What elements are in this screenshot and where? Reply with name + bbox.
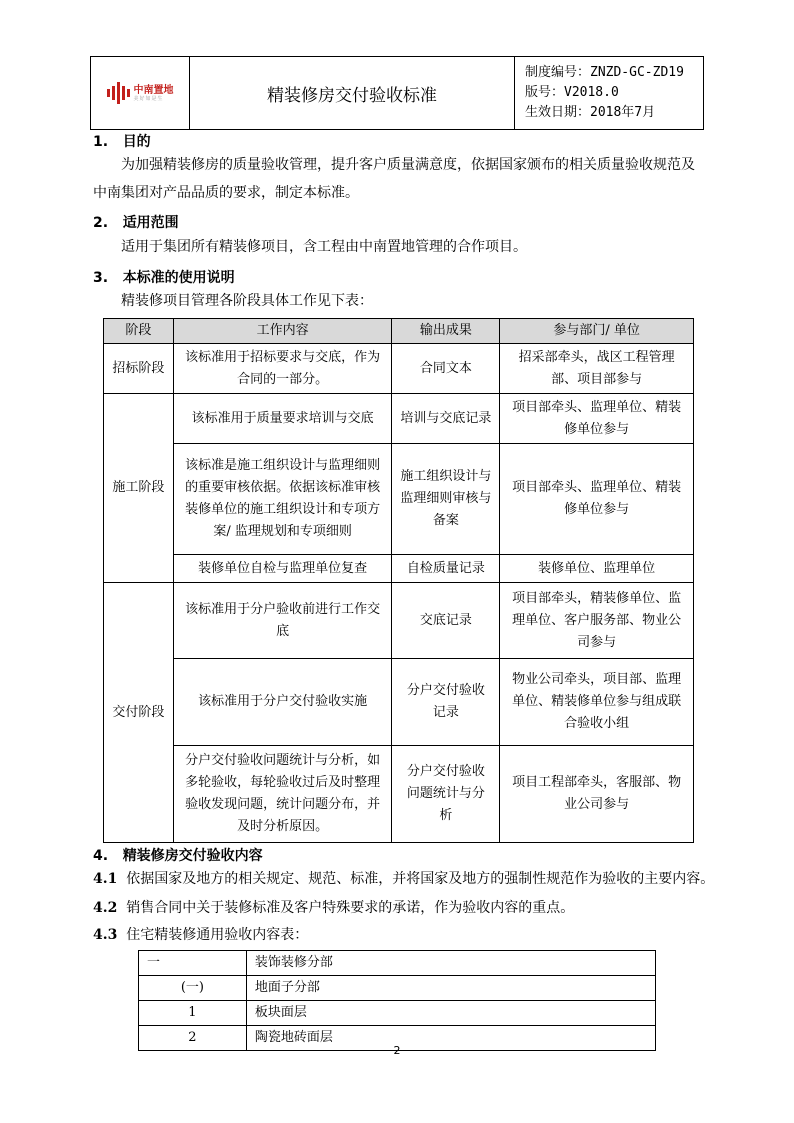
section-3-heading	[93, 267, 235, 287]
document-meta	[515, 57, 704, 130]
item-name-cell: 地面子分部	[246, 976, 655, 1001]
item-name-cell: 陶瓷地砖面层	[246, 1026, 655, 1051]
document-title: 精装修房交付验收标准	[190, 57, 515, 130]
section-1-heading	[93, 131, 151, 151]
stage-cell: 交付阶段	[104, 583, 174, 843]
clause-4-1	[93, 865, 714, 893]
output-cell: 合同文本	[392, 344, 500, 394]
section-number: 4.	[93, 848, 109, 864]
section-number: 3.	[93, 270, 109, 286]
table-row	[104, 555, 694, 583]
column-header: 工作内容	[173, 319, 392, 344]
work-content-cell: 装修单位自检与监理单位复查	[173, 555, 392, 583]
work-content-cell: 分户交付验收问题统计与分析，如多轮验收，每轮验收过后及时整理验收发现问题，统计问题分布，并及时分析原因。	[173, 746, 392, 843]
participants-cell: 招采部牵头，战区工程管理部、项目部参与	[500, 344, 694, 394]
table-row	[104, 344, 694, 394]
doc-number: 制度编号：ZNZD-GC-ZD19	[525, 65, 684, 80]
acceptance-content-table	[138, 950, 656, 1051]
table-row	[104, 583, 694, 659]
output-cell: 分户交付验收记录	[392, 659, 500, 746]
paragraph: 为加强精装修房的质量验收管理，提升客户质量满意度，依据国家颁布的相关质量验收规范及	[121, 157, 695, 173]
work-content-cell: 该标准是施工组织设计与监理细则的重要审核依据。依据该标准审核装修单位的施工组织设计和专项方案/ 监理规划和专项细则	[173, 444, 392, 555]
table-row	[104, 659, 694, 746]
logo-bars-icon	[107, 82, 130, 104]
item-name-cell: 装饰装修分部	[246, 951, 655, 976]
table-row	[104, 444, 694, 555]
participants-cell: 项目部牵头、监理单位、精装修单位参与	[500, 394, 694, 444]
section-4-heading	[93, 845, 263, 865]
work-content-cell: 该标准用于招标要求与交底，作为合同的一部分。	[173, 344, 392, 394]
logo-name: 中南置地	[133, 84, 174, 96]
participants-cell: 项目工程部牵头，客服部、物业公司参与	[500, 746, 694, 843]
paragraph: 精装修项目管理各阶段具体工作见下表：	[121, 293, 373, 309]
logo-cell	[91, 57, 190, 130]
section-title: 精装修房交付验收内容	[122, 848, 263, 864]
participants-cell: 物业公司牵头，项目部、监理单位、精装修单位参与组成联合验收小组	[500, 659, 694, 746]
clause-text: 销售合同中关于装修标准及客户特殊要求的承诺，作为验收内容的重点。	[126, 900, 575, 916]
work-content-cell: 该标准用于分户交付验收实施	[173, 659, 392, 746]
item-number-cell: (一)	[139, 976, 247, 1001]
section-number: 2.	[93, 215, 109, 231]
doc-version: 版号：V2018.0	[525, 85, 619, 100]
column-header: 阶段	[104, 319, 174, 344]
table-row	[104, 746, 694, 843]
column-header: 输出成果	[392, 319, 500, 344]
table-header-row	[104, 319, 694, 344]
clause-text: 依据国家及地方的相关规定、规范、标准，并将国家及地方的强制性规范作为验收的主要内容。	[126, 871, 715, 887]
document-header	[90, 56, 704, 130]
table-row	[139, 1001, 656, 1026]
stage-cell: 施工阶段	[104, 394, 174, 583]
output-cell: 自检质量记录	[392, 555, 500, 583]
paragraph: 中南集团对产品品质的要求，制定本标准。	[93, 185, 359, 201]
output-cell: 分户交付验收问题统计与分析	[392, 746, 500, 843]
item-name-cell: 板块面层	[246, 1001, 655, 1026]
clause-text: 住宅精装修通用验收内容表：	[126, 927, 309, 943]
clause-number: 4.2	[93, 900, 118, 916]
participants-cell: 项目部牵头，精装修单位、监理单位、客户服务部、物业公司参与	[500, 583, 694, 659]
table-row	[139, 951, 656, 976]
section-title: 本标准的使用说明	[122, 270, 235, 286]
table-row	[104, 394, 694, 444]
table-row	[139, 976, 656, 1001]
work-content-cell: 该标准用于分户验收前进行工作交底	[173, 583, 392, 659]
participants-cell: 装修单位、监理单位	[500, 555, 694, 583]
item-number-cell: 2	[139, 1026, 247, 1051]
paragraph: 适用于集团所有精装修项目，含工程由中南置地管理的合作项目。	[121, 239, 527, 255]
clause-4-3	[93, 921, 308, 949]
output-cell: 交底记录	[392, 583, 500, 659]
output-cell: 施工组织设计与监理细则审核与备案	[392, 444, 500, 555]
output-cell: 培训与交底记录	[392, 394, 500, 444]
clause-number: 4.1	[93, 871, 118, 887]
stage-table	[103, 318, 694, 843]
stage-cell: 招标阶段	[104, 344, 174, 394]
item-number-cell: 一	[139, 951, 247, 976]
section-number: 1.	[93, 134, 109, 150]
effective-date: 生效日期：2018年7月	[525, 105, 656, 120]
participants-cell: 项目部牵头、监理单位、精装修单位参与	[500, 444, 694, 555]
page-number: 2	[393, 1044, 401, 1057]
section-2-heading	[93, 212, 179, 232]
section-title: 目的	[122, 134, 151, 150]
work-content-cell: 该标准用于质量要求培训与交底	[173, 394, 392, 444]
section-title: 适用范围	[122, 215, 179, 231]
clause-number: 4.3	[93, 927, 118, 943]
clause-4-2	[93, 894, 574, 922]
column-header: 参与部门/ 单位	[500, 319, 694, 344]
logo-slogan: 美好如是生	[133, 95, 164, 102]
item-number-cell: 1	[139, 1001, 247, 1026]
company-logo	[91, 82, 189, 104]
